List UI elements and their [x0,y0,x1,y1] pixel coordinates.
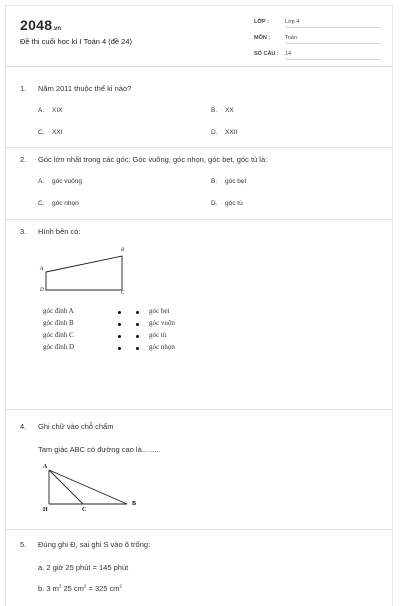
vertex-label-b: B [121,248,125,253]
trapezoid-figure [36,246,136,296]
option-letter: A. [38,178,45,185]
match-left-item: góc đỉnh B [43,319,74,327]
statement-b [38,584,122,593]
vertex-label-b: B [132,501,137,507]
question-number: 2. [20,155,27,164]
subject-label: MÔN : [254,35,271,41]
class-value: Lớp 4 [285,19,381,28]
option-letter: D. [211,129,218,136]
match-dot-left[interactable] [118,323,121,326]
vertex-label-c: C [82,507,87,513]
vertex-label-h: H [43,507,48,513]
superscript: 2 [119,583,123,589]
superscript: 2 [83,583,87,589]
match-right-item: góc nhọn [149,343,175,351]
option-text: XIX [52,107,63,114]
match-right-item: góc bẹt [149,307,170,315]
option-a[interactable] [38,178,82,185]
question-text: Ghi chữ vào chỗ chấm [38,422,114,431]
option-c[interactable] [38,200,79,207]
divider [6,147,392,148]
statement-b-part: = 325 cm [86,584,120,593]
option-d[interactable] [211,129,237,136]
option-letter: D. [211,200,218,207]
divider [6,409,392,410]
class-label: LỚP : [254,19,269,25]
vertex-label-a: A [40,267,44,272]
option-text: góc bẹt [225,178,247,185]
superscript: 2 [58,583,62,589]
option-letter: A. [38,107,45,114]
option-text: XXI [52,129,63,136]
divider [6,529,392,530]
site-logo[interactable] [20,17,61,35]
logo-domain: .vn [52,26,62,32]
question-text: Hình bên có: [38,227,81,236]
option-b[interactable] [211,107,234,114]
question-text: Năm 2011 thuộc thế kỉ nào? [38,84,132,93]
subject-value: Toán [285,35,381,44]
match-right-item: góc vuôn [149,319,175,327]
option-text: góc tù [225,200,243,207]
match-left-item: góc đỉnh D [43,343,75,351]
match-dot-left[interactable] [118,347,121,350]
match-dot-right[interactable] [136,311,139,314]
match-left-item: góc đỉnh C [43,331,74,339]
option-text: góc nhọn [52,200,79,207]
question-count-label: SỐ CÂU : [254,51,279,57]
statement-b-part: 25 cm [61,584,84,593]
divider [6,219,392,220]
question-text: Đúng ghi Đ, sai ghi S vào ô trống: [38,540,151,549]
option-letter: B. [211,107,218,114]
vertex-label-c: C [121,291,125,296]
exam-title: Đề thi cuối học kì I Toán 4 (đề 24) [20,37,133,46]
option-letter: C. [38,129,45,136]
vertex-label-a: A [43,464,48,470]
option-letter: C. [38,200,45,207]
match-dot-left[interactable] [118,311,121,314]
statement-b-part: b. 3 m [38,584,59,593]
exam-header [6,6,392,67]
option-d[interactable] [211,200,243,207]
question-number: 3. [20,227,27,236]
statement-a: a. 2 giờ 25 phút = 145 phút [38,563,129,572]
option-c[interactable] [38,129,62,136]
option-b[interactable] [211,178,246,185]
question-count-value: 14 [285,51,381,60]
match-dot-right[interactable] [136,347,139,350]
question-number: 5. [20,540,27,549]
match-right-item: góc tù [149,331,167,339]
match-dot-left[interactable] [118,335,121,338]
question-number: 1. [20,84,27,93]
question-text: Góc lớn nhất trong các góc: Góc vuông, góc nhọn, góc bẹt, góc tù là: [38,155,268,164]
vertex-label-d: D [40,288,44,293]
triangle-figure [36,462,136,508]
match-dot-right[interactable] [136,323,139,326]
logo-number: 2048 [20,17,53,33]
option-text: XX [225,107,234,114]
option-text: XXII [225,129,238,136]
question-number: 4. [20,422,27,431]
question-subtext: Tam giác ABC có đường cao là......... [38,445,161,454]
option-letter: B. [211,178,218,185]
option-a[interactable] [38,107,62,114]
option-text: góc vuông [52,178,82,185]
exam-page [5,5,393,606]
match-dot-right[interactable] [136,335,139,338]
match-left-item: góc đỉnh A [43,307,74,315]
